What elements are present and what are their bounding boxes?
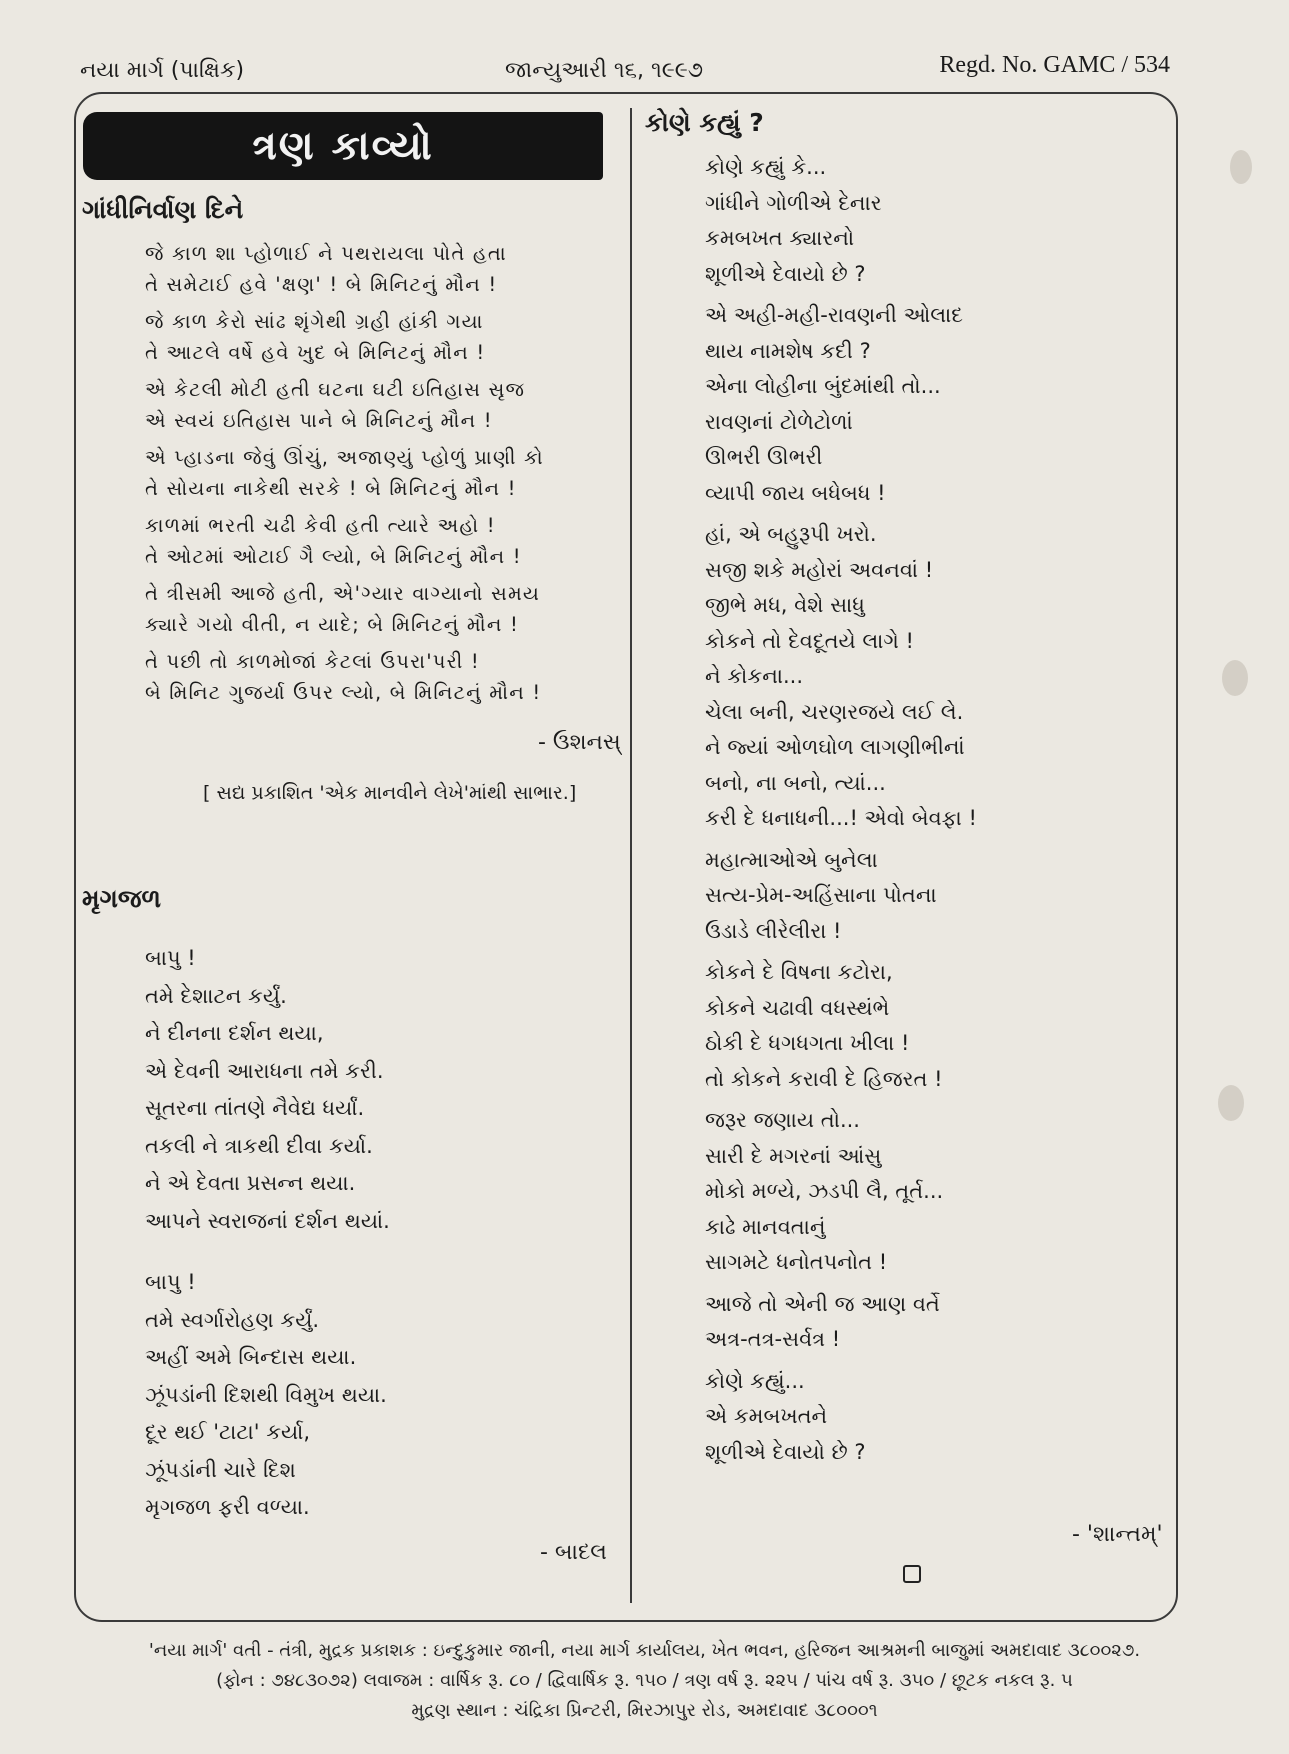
poem-line: કોકને તો દેવદૂતયે લાગે ! xyxy=(705,628,914,653)
footer-line-1: 'નયા માર્ગ' વતી - તંત્રી, મુદ્રક પ્રકાશક : ઇન્દુકુમાર જાની, નયા માર્ગ કાર્યાલય, ખેત ભવન, હરિજન આશ્રમની બાજુમાં અમદાવાદ ૩૮૦૦૨૭. xyxy=(148,1640,1141,1661)
poem-line: એ કમબખતને xyxy=(705,1404,828,1428)
poem3-author: - 'શાન્તમ્' xyxy=(1072,1522,1163,1547)
poem-line: સાગમટે ધનોતપનોત ! xyxy=(705,1250,888,1274)
poem-line: તે ત્રીસમી આજે હતી, એ'ગ્યાર વાગ્યાનો સમય xyxy=(145,582,541,605)
poem-line: એ અહી-મહી-રાવણની ઓલાદ xyxy=(705,303,964,327)
poem-line: જરૂર જણાય તો... xyxy=(705,1108,860,1132)
poem-line: અહીં અમે બિન્દાસ થયા. xyxy=(145,1345,357,1369)
poem-line: તે સમેટાઈ હવે 'ક્ષણ' ! બે મિનિટનું મૌન ! xyxy=(145,273,498,296)
poem-line: જે કાળ કેરો સાંઢ શૃંગેથી ગ્રહી હાંકી ગયા xyxy=(145,310,484,333)
poem-line: ઝૂંપડાંની દિશથી વિમુખ થયા. xyxy=(145,1382,387,1407)
poem-line: મૃગજળ ફરી વળ્યા. xyxy=(145,1495,310,1519)
poem1-body xyxy=(145,238,544,708)
poem-line: કાળમાં ભરતી ચઢી કેવી હતી ત્યારે અહો ! xyxy=(145,514,496,537)
poem-line: જીભે મધ, વેશે સાધુ xyxy=(705,593,865,617)
poem-line: શૂળીએ દેવાયો છે ? xyxy=(705,1439,866,1464)
binder-hole-top xyxy=(1230,150,1252,184)
poem-line: ને એ દેવતા પ્રસન્ન થયા. xyxy=(145,1171,356,1195)
poem-line: એના લોહીના બુંદમાંથી તો... xyxy=(705,374,941,398)
poem-line: તમે સ્વર્ગારોહણ કર્યું. xyxy=(145,1307,320,1332)
poem-line: સજી શકે મહોરાં અવનવાં ! xyxy=(705,557,934,582)
poem2-title: મૃગજળ xyxy=(82,884,162,913)
poem-line: તે પછી તો કાળમોજાં કેટલાં ઉપરા'પરી ! xyxy=(145,650,480,673)
column-divider xyxy=(630,108,632,1603)
poem3-title: કોણે કહ્યું ? xyxy=(645,108,764,137)
poem-line: ઠોકી દે ધગધગતા ખીલા ! xyxy=(705,1031,910,1055)
poem-line: અત્ર-તત્ર-સર્વત્ર ! xyxy=(705,1327,841,1351)
poem-line: કોણે કહ્યું... xyxy=(705,1368,805,1393)
footer-line-2: (ફોન : ૭૪૮૩૦૭૨) લવાજમ : વાર્ષિક રૂ. ૮૦ / દ્વિવાર્ષિક રૂ. ૧૫૦ / ત્રણ વર્ષ રૂ. ૨૨૫ / પાંચ વર્ષ રૂ. ૩૫૦ / છૂટક નકલ રૂ. ૫ xyxy=(216,1670,1073,1691)
poem-line: શૂળીએ દેવાયો છે ? xyxy=(705,261,866,286)
stanza-gap xyxy=(145,1240,390,1264)
poem-line: કોકને ચઢાવી વધસ્થંભે xyxy=(705,995,890,1020)
poem-line: ને કોકના... xyxy=(705,664,804,688)
binder-hole-lower xyxy=(1218,1085,1244,1121)
poem1-title: ગાંધીનિર્વાણ દિને xyxy=(82,195,244,224)
poem-line: કોણે કહ્યું કે... xyxy=(705,155,827,179)
poem-line: દૂર થઈ 'ટાટા' કર્યા, xyxy=(145,1420,311,1444)
registration-number: Regd. No. GAMC / 534 xyxy=(939,52,1170,78)
poem-line: રાવણનાં ટોળેટોળાં xyxy=(705,409,853,434)
poem-line: બે મિનિટ ગુજર્યા ઉપર લ્યો, બે મિનિટનું મૌન ! xyxy=(145,681,542,704)
section-banner: ત્રણ કાવ્યો xyxy=(83,112,603,180)
poem-line: સારી દે મગરનાં આંસુ xyxy=(705,1143,882,1168)
poem-line: કોકને દે વિષના કટોરા, xyxy=(705,960,893,984)
poem-line: ક્યારે ગયો વીતી, ન યાદે; બે મિનિટનું મૌન ! xyxy=(145,613,519,636)
poem-line: કમબખત ક્યારનો xyxy=(705,226,855,250)
poem-line: ચેલા બની, ચરણરજયે લઈ લે. xyxy=(705,699,964,724)
poem-line: કાઢે માનવતાનું xyxy=(705,1214,826,1239)
poem-line: આજે તો એની જ આણ વર્તે xyxy=(705,1291,940,1316)
poem-line: હાં, એ બહુરૂપી ખરો. xyxy=(705,522,877,546)
poem-line: ઝૂંપડાંની ચારે દિશ xyxy=(145,1457,296,1482)
poem-line: એ પ્હાડના જેવું ઊંચું, અજાણ્યું પ્હોળું પ્રાણી કો xyxy=(145,446,544,469)
poem-line: આપને સ્વરાજનાં દર્શન થયાં. xyxy=(145,1208,390,1233)
poem-line: ઉડાડે લીરેલીરા ! xyxy=(705,918,842,943)
poem-line: બાપુ ! xyxy=(145,1270,196,1294)
poem-line: તો કોકને કરાવી દે હિજરત ! xyxy=(705,1066,943,1091)
poem-line: ઊભરી ઊભરી xyxy=(705,445,823,469)
poem-line: એ સ્વયં ઇતિહાસ પાને બે મિનિટનું મૌન ! xyxy=(145,409,493,432)
poem-line: જે કાળ શા પ્હોળાઈ ને પથરાયલા પોતે હતા xyxy=(145,242,507,265)
poem-line: બનો, ના બનો, ત્યાં... xyxy=(705,770,886,795)
poem-line: સૂતરના તાંતણે નૈવેદ્ય ધર્યાં. xyxy=(145,1096,365,1120)
poem-line: તમે દેશાટન કર્યું. xyxy=(145,983,287,1008)
poem-line: થાય નામશેષ કદી ? xyxy=(705,338,871,363)
poem-line: કરી દે ધનાધની...! એવો બેવફા ! xyxy=(705,806,977,830)
poem-line: ને દીનના દર્શન થયા, xyxy=(145,1021,324,1045)
poem3-body xyxy=(705,150,977,1470)
poem-line: તે આટલે વર્ષે હવે ખુદ બે મિનિટનું મૌન ! xyxy=(145,341,486,364)
binder-hole-middle xyxy=(1222,660,1248,696)
poem-line: તકલી ને ત્રાકથી દીવા કર્યા. xyxy=(145,1133,373,1158)
poem-line: મહાત્માઓએ બુનેલા xyxy=(705,847,878,872)
poem-line: ને જ્યાં ઓળઘોળ લાગણીભીનાં xyxy=(705,735,965,759)
footer-line-3: મુદ્રણ સ્થાન : ચંદ્રિકા પ્રિન્ટરી, મિરઝાપુર રોડ, અમદાવાદ ૩૮૦૦૦૧ xyxy=(411,1700,878,1721)
page-header xyxy=(80,52,1170,92)
poem-line: વ્યાપી જાય બધેબધ ! xyxy=(705,480,886,505)
poem1-credit: [ સદ્ય પ્રકાશિત 'એક માનવીને લેખે'માંથી સાભાર.] xyxy=(203,782,577,804)
poem1-author: - ઉશનસ્ xyxy=(538,730,621,755)
poem-line: એ દેવની આરાધના તમે કરી. xyxy=(145,1058,384,1083)
poem-line: તે ઓટમાં ઓટાઈ ગૈ લ્યો, બે મિનિટનું મૌન ! xyxy=(145,545,522,568)
poem-line: તે સોયના નાકેથી સરકે ! બે મિનિટનું મૌન ! xyxy=(145,477,517,500)
poem2-body xyxy=(145,940,390,1527)
poem-line: બાપુ ! xyxy=(145,946,196,970)
poem-line: મોકો મળ્યે, ઝડપી લૈ, તૂર્ત... xyxy=(705,1179,944,1203)
poem-line: ગાંધીને ગોળીએ દેનાર xyxy=(705,190,882,215)
poem-line: સત્ય-પ્રેમ-અહિંસાના પોતના xyxy=(705,883,937,907)
publication-name: નયા માર્ગ (પાક્ષિક) xyxy=(80,58,245,83)
poem-line: એ કેટલી મોટી હતી ઘટના ઘટી ઇતિહાસ સૃજ xyxy=(145,378,526,401)
end-mark xyxy=(903,1565,921,1583)
issue-date: જાન્યુઆરી ૧૬, ૧૯૯૭ xyxy=(505,58,704,83)
poem2-author: - બાદલ xyxy=(540,1540,607,1565)
